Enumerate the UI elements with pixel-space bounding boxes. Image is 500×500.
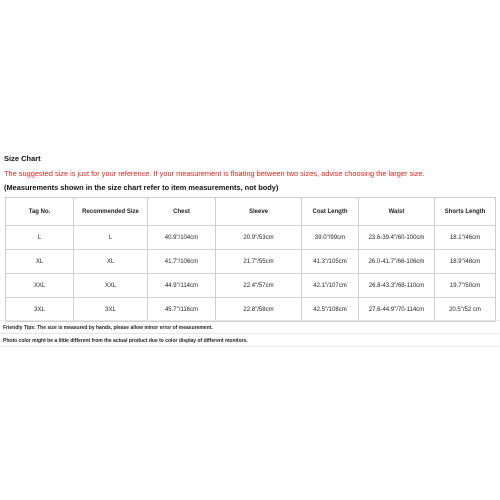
header-sleeve: Sleeve bbox=[216, 198, 302, 226]
cell-sleeve: 22.4"/57cm bbox=[216, 274, 302, 298]
tips-divider-middle bbox=[0, 333, 500, 334]
cell-recommended-size: XXL bbox=[74, 274, 148, 298]
size-chart-title: Size Chart bbox=[4, 154, 41, 163]
table-row bbox=[6, 274, 496, 298]
header-recommended-size: Recommended Size bbox=[74, 198, 148, 226]
cell-sleeve: 21.7"/55cm bbox=[216, 250, 302, 274]
cell-waist: 27.6-44.9"/70-114cm bbox=[359, 298, 435, 322]
table-row bbox=[6, 226, 496, 250]
cell-tag-no: XL bbox=[6, 250, 74, 274]
size-chart-table bbox=[5, 197, 496, 322]
table-row bbox=[6, 250, 496, 274]
cell-tag-no: 3XL bbox=[6, 298, 74, 322]
size-suggestion-note: The suggested size is just for your reference. If your measurement is floating between two sizes, advise choosing the larger size. bbox=[4, 169, 425, 178]
cell-shorts-length: 20.5"/52 cm bbox=[435, 298, 496, 322]
tips-divider-bottom bbox=[0, 346, 500, 347]
table-header-row bbox=[6, 198, 496, 226]
measurement-note: (Measurements shown in the size chart refer to item measurements, not body) bbox=[4, 183, 279, 192]
cell-chest: 40.9"/104cm bbox=[148, 226, 216, 250]
cell-shorts-length: 18.1"/46cm bbox=[435, 226, 496, 250]
cell-waist: 26.8-43.3"/68-110cm bbox=[359, 274, 435, 298]
cell-tag-no: L bbox=[6, 226, 74, 250]
cell-coat-length: 42.1"/107cm bbox=[302, 274, 359, 298]
cell-recommended-size: XL bbox=[74, 250, 148, 274]
cell-waist: 26.0-41.7"/66-106cm bbox=[359, 250, 435, 274]
header-coat-length: Coat Length bbox=[302, 198, 359, 226]
tips-divider-top bbox=[0, 320, 500, 321]
header-tag-no: Tag No. bbox=[6, 198, 74, 226]
header-waist: Waist bbox=[359, 198, 435, 226]
cell-coat-length: 41.3"/105cm bbox=[302, 250, 359, 274]
header-shorts-length: Shorts Length bbox=[435, 198, 496, 226]
cell-chest: 41.7"/106cm bbox=[148, 250, 216, 274]
friendly-tip: Friendly Tips: The size is measured by hands, please allow minor error of measurement. bbox=[3, 325, 213, 331]
cell-recommended-size: L bbox=[74, 226, 148, 250]
header-chest: Chest bbox=[148, 198, 216, 226]
cell-coat-length: 42.5"/108cm bbox=[302, 298, 359, 322]
photo-color-tip: Photo color might be a little different from the actual product due to color display of different monitors. bbox=[3, 338, 248, 344]
cell-chest: 44.9"/114cm bbox=[148, 274, 216, 298]
table-row bbox=[6, 298, 496, 322]
cell-sleeve: 22.8"/58cm bbox=[216, 298, 302, 322]
cell-shorts-length: 19.7"/50cm bbox=[435, 274, 496, 298]
cell-tag-no: XXL bbox=[6, 274, 74, 298]
cell-recommended-size: 3XL bbox=[74, 298, 148, 322]
cell-sleeve: 20.9"/53cm bbox=[216, 226, 302, 250]
cell-coat-length: 39.0"/99cm bbox=[302, 226, 359, 250]
cell-shorts-length: 18.9"/48cm bbox=[435, 250, 496, 274]
cell-waist: 23.6-39.4"/60-100cm bbox=[359, 226, 435, 250]
cell-chest: 45.7"/116cm bbox=[148, 298, 216, 322]
